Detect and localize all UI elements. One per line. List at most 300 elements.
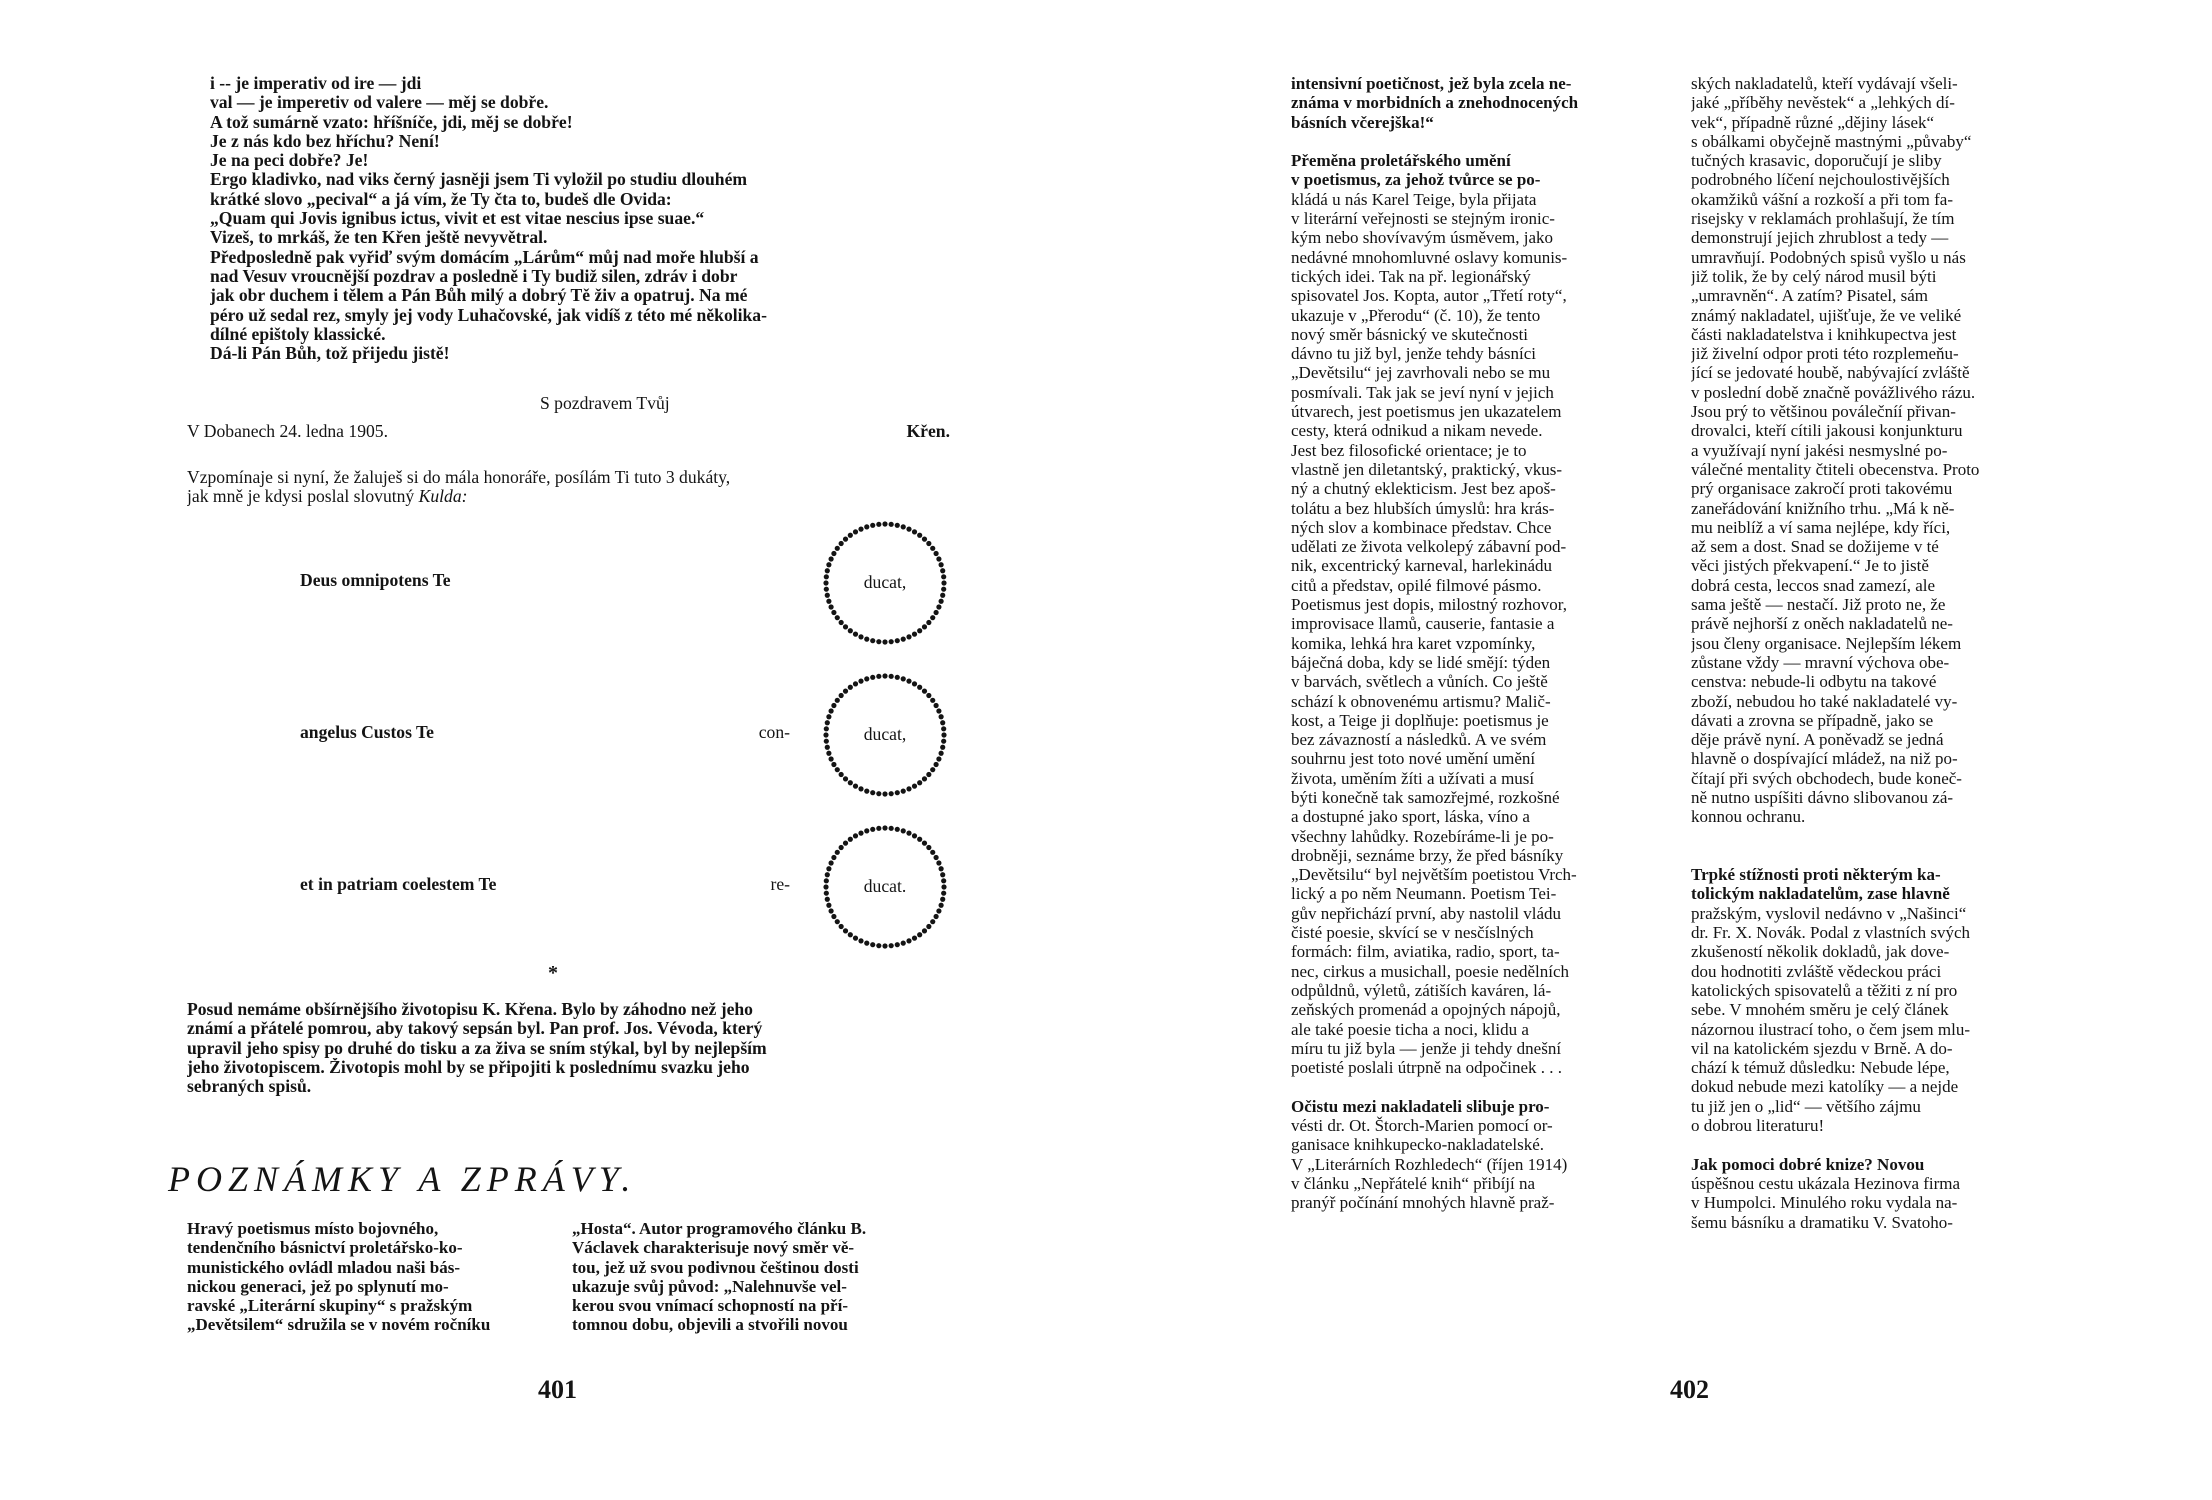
coin-dot [936, 908, 941, 913]
ducat-intro-line: Vzpomínaje si nyní, že žaluješ si do mála honoráře, posílám Ti tuto 3 dukáty, [187, 468, 731, 487]
coin-dot [926, 772, 931, 777]
text-line: drovalci, kteří cítili jakousi konjunkturu [1691, 421, 1963, 441]
text-line: konnou ochranu. [1691, 807, 1806, 827]
coin-dot [939, 714, 944, 719]
text-line: hlavně o dospívající mládež, na niž po- [1691, 749, 1958, 769]
text-line: ale také poesie ticha a noci, klidu a [1291, 1019, 1529, 1039]
text-line: nik, excentrický karneval, harlekinádu [1291, 556, 1553, 576]
coin-dot [901, 676, 906, 681]
coin-dot [901, 941, 906, 946]
coin-dot [930, 546, 935, 551]
coin-dot [934, 551, 939, 556]
coin-dot [829, 604, 834, 609]
text-line [1291, 132, 1671, 151]
text-line: Hravý poetismus místo bojovného, [187, 1219, 439, 1238]
text-line: šemu básníku a dramatiku V. Svatoho- [1691, 1212, 1953, 1232]
coin-dot [882, 943, 887, 948]
coin-dot [941, 726, 946, 731]
coin-dot [939, 562, 944, 567]
page-number: 401 [538, 1375, 577, 1404]
text-line: v článku „Nepřátelé knih“ přibíjí na [1291, 1173, 1536, 1193]
coin-dot [930, 850, 935, 855]
text-line: munistického ovládl mladou naši bás- [187, 1257, 461, 1277]
text-line: báječná doba, kdy se lidé smějí: týden [1291, 652, 1551, 672]
coin-dot [835, 615, 840, 620]
text-line: upravil jeho spisy po druhé do tisku a za živa se sním stýkal, byl by nejlepším [187, 1038, 767, 1058]
coin-dot [870, 675, 875, 680]
coin-dot [825, 897, 830, 902]
coin-dot [912, 681, 917, 686]
text-line: Je na peci dobře? Je! [210, 151, 369, 171]
text-line: čítají při svých obchodech, bude koneč- [1691, 768, 1962, 788]
text-line: básních včerejška!“ [1291, 112, 1434, 132]
text-line: katolických spisovatelů a těžiti z ní pro [1691, 980, 1958, 1000]
text-line: zaneřádování knižního trhu. „Má k ně- [1691, 498, 1955, 518]
text-line: nec, cirkus a musichall, poesie nedělních [1291, 961, 1570, 981]
coin-dot [831, 914, 836, 919]
text-line: býti konečně tak samozřejmé, rozkošné [1291, 787, 1560, 807]
coin-dot [848, 685, 853, 690]
coin-dot [895, 523, 900, 528]
coin-dot [831, 610, 836, 615]
text-line: názornou ilustrací toho, o čem jsem mlu- [1691, 1019, 1971, 1039]
text-line: sebe. V mnohém směru je celý článek [1691, 1000, 1949, 1020]
coin-dot [926, 924, 931, 929]
coin-dot [858, 786, 863, 791]
text-line: ně nutno uspíšiti dávno slibovanou zá- [1691, 787, 1954, 807]
coin-dot [826, 751, 831, 756]
biography-paragraph [187, 1000, 952, 1096]
coin-dot [843, 537, 848, 542]
coin-dot [936, 756, 941, 761]
coin-dot [835, 919, 840, 924]
coin-dot [858, 634, 863, 639]
coin-dot [823, 884, 828, 889]
section-asterisk: * [548, 962, 558, 984]
coin-dot [934, 914, 939, 919]
coin-dot [930, 615, 935, 620]
text-line: tučných krasavic, doporučují je sliby [1691, 151, 1942, 171]
text-line: dr. Fr. X. Novák. Podal z vlastních svých [1691, 923, 1971, 943]
coin-dot [831, 855, 836, 860]
left-column-2 [572, 1219, 952, 1335]
text-line [1691, 827, 2067, 846]
coin-dot [882, 673, 887, 678]
place-date: V Dobanech 24. ledna 1905. [187, 422, 388, 441]
coin-dot [889, 791, 894, 796]
text-line: Posud nemáme obšírnějšího životopisu K. Křena. Bylo by záhodno než jeho [187, 1000, 753, 1019]
ducat-intro [187, 468, 952, 507]
coin-dot [882, 791, 887, 796]
coin-dot [895, 942, 900, 947]
coin-dot [912, 632, 917, 637]
coin-dot [889, 639, 894, 644]
coin-dot [864, 828, 869, 833]
text-line: vek“, případně různé „dějiny lásek“ [1691, 112, 1935, 132]
coin-dot [825, 593, 830, 598]
letter-text [210, 74, 950, 363]
intro-text: jak mně je kdysi poslal slovutný [187, 487, 419, 507]
text-line: Ergo kladivko, nad viks černý jasněji jsem Ti vyložil po studiu dlouhém [210, 170, 748, 190]
coin-dot [926, 693, 931, 698]
coin-dot [926, 541, 931, 546]
coin-dot [917, 932, 922, 937]
text-line: zůstane vždy — mravní výchova obe- [1691, 652, 1950, 672]
coin-dot [826, 599, 831, 604]
text-line: tolickým nakladatelům, zase hlavně [1691, 884, 1950, 904]
coin-dot [922, 841, 927, 846]
coin-dot [917, 628, 922, 633]
coin-dot [876, 791, 881, 796]
coin-dot [940, 593, 945, 598]
coin-dot [901, 828, 906, 833]
text-line: cesty, která odnikud a nikam nevede. [1291, 421, 1543, 441]
coin-dot [843, 689, 848, 694]
coin-dot [922, 689, 927, 694]
coin-dot [922, 624, 927, 629]
coin-dot [941, 580, 946, 585]
text-line: ný a chutný eklekticism. Jest bez apoš- [1291, 479, 1556, 499]
text-line: vlastně jen diletantský, praktický, vkus- [1291, 459, 1562, 479]
text-line: tických idei. Tak na př. legionářský [1291, 266, 1531, 286]
text-line: mu neiblíž a ví sama nejlépe, kdy říci, [1691, 517, 1951, 537]
ducat-intro-line [187, 487, 952, 506]
text-line: A tož sumárně vzato: hříšníče, jdi, měj se dobře! [210, 112, 573, 132]
coin-dot [843, 624, 848, 629]
text-line: věci jistých překvapení.“ Je to jistě [1691, 556, 1929, 576]
text-line: dávno tu již byl, jenže tehdy básníci [1291, 344, 1537, 364]
coin-dot [889, 522, 894, 527]
text-line: V „Literárních Rozhledech“ (říjen 1914) [1291, 1154, 1568, 1174]
coin-dot [826, 562, 831, 567]
coin-dot [824, 878, 829, 883]
text-line: jeho životopiscem. Životopis mohl by se připojiti k poslednímu svazku jeho [187, 1057, 750, 1077]
text-line: posmívali. Tak jak se jeví nyní v jejich [1291, 382, 1554, 402]
coin-dot [839, 693, 844, 698]
coin-dot [835, 546, 840, 551]
text-line: Jsou prý to většinou poválečníí přivan- [1691, 402, 1956, 422]
text-line: „umravněn“. A zatím? Pisatel, sám [1691, 286, 1928, 306]
text-line: nový směr básnický ve skutečnosti [1291, 324, 1529, 344]
coin-dot [917, 780, 922, 785]
coin-dot [853, 632, 858, 637]
text-line: val — je imperetiv od valere — měj se dobře. [210, 93, 549, 113]
coin-dot [939, 751, 944, 756]
text-line: vil na katolickém sjezdu v Brně. A do- [1691, 1038, 1953, 1058]
text-line: v Humpolci. Minulého roku vydala na- [1691, 1193, 1958, 1213]
ducat-phrase: angelus Custos Te [300, 722, 434, 742]
text-line: zboží, nebudou ho také nakladatelé vy- [1691, 691, 1958, 711]
coin-dot [839, 620, 844, 625]
coin-dot [936, 708, 941, 713]
ducat-prefix: re- [770, 874, 790, 894]
coin-dot [831, 703, 836, 708]
coin-dot [930, 919, 935, 924]
text-line: tou, jež už svou podivnou češtinou dosti [572, 1257, 859, 1277]
coin-dot [941, 587, 946, 592]
coin-dot [906, 679, 911, 684]
text-line: a využívají nyní jakési nesmyslné po- [1691, 440, 1948, 460]
text-line: dobrá cesta, leccos snad zamezí, ale [1691, 575, 1936, 595]
coin-dot [870, 523, 875, 528]
text-line: válečné mentality čtiteli obecenstva. Proto [1691, 459, 1980, 479]
text-line: dílné epištoly klassické. [210, 324, 386, 344]
coin-dot [906, 527, 911, 532]
coin-dot [823, 580, 828, 585]
coin-dot [826, 714, 831, 719]
text-line: „Quam qui Jovis ignibus ictus, vivit et est vitae nescius ipse suae.“ [210, 209, 705, 229]
text-line: sama ještě — nestačí. Již proto ne, že [1691, 595, 1946, 615]
text-line: Předposledně pak vyřiď svým domácím „Lárům“ můj nad moře hlubší a [210, 247, 759, 267]
coin-dot [824, 726, 829, 731]
ducat-word: ducat, [863, 572, 907, 592]
text-line: dokud nebude mezi katolíky — a nejde [1691, 1077, 1959, 1097]
text-line: prý organisace zakročí proti takovému [1691, 479, 1953, 499]
coin-dot [843, 841, 848, 846]
text-line: lický a po něm Neumann. Poetism Tei- [1291, 884, 1557, 904]
coin-dot [941, 891, 946, 896]
coin-dot [824, 891, 829, 896]
text-line: improvisace llamů, causerie, fantasie a [1291, 614, 1555, 634]
text-line: tolátu a bez hlubších úmyslů: hra krás- [1291, 498, 1555, 518]
coin-dot [858, 831, 863, 836]
coin-dot [934, 762, 939, 767]
coin-dot [848, 932, 853, 937]
coin-dot [870, 827, 875, 832]
text-line: míru tu již byla — jenže ji tehdy dnešní [1291, 1038, 1562, 1058]
text-line: „Devětsilu“ jej zavrhovali nebo se mu [1291, 363, 1551, 383]
text-line: „Devětsilu“ byl největším poetistou Vrch- [1291, 865, 1577, 885]
text-line: kerou svou vnímací schopností na pří- [572, 1296, 848, 1316]
coin-dot [901, 789, 906, 794]
text-line: ganisace knihkupecko-nakladatelské. [1291, 1135, 1545, 1155]
text-line: s obálkami obyčejně mastnými „půvaby“ [1691, 131, 1972, 151]
coin-dot [864, 637, 869, 642]
kulda-name: Kulda: [418, 487, 468, 507]
text-line: Trpké stížnosti proti některým ka- [1691, 865, 1941, 885]
text-line: v barvách, světlech a vůních. Co ještě [1291, 672, 1548, 692]
coin-dot [876, 943, 881, 948]
coin-dot [843, 928, 848, 933]
text-line: kost, a Teige ji doplňuje: poetismus je [1291, 710, 1549, 730]
text-line: Vizeš, to mrkáš, že ten Křen ještě nevyvětral. [210, 228, 548, 248]
coin-dot [835, 850, 840, 855]
coin-dot [940, 568, 945, 573]
coin-dot [906, 634, 911, 639]
text-line: jak obr duchem i tělem a Pán Bůh milý a dobrý Tě živ a opatruj. Na mé [210, 286, 748, 306]
coin-dot [848, 837, 853, 842]
coin-dot [829, 708, 834, 713]
text-line: gův nepřichází první, aby nastolil vládu [1291, 903, 1562, 923]
ducat-phrase: et in patriam coelestem Te [300, 874, 497, 894]
text-line: komika, lehká hra karet vzpomínky, [1291, 633, 1536, 653]
coin-dot [940, 745, 945, 750]
coin-dot [940, 872, 945, 877]
text-line: nickou generaci, jež po splynutí mo- [187, 1276, 449, 1296]
text-line: pranýř počínání mnohých hlavně praž- [1291, 1193, 1555, 1213]
coin-dot [940, 897, 945, 902]
text-line: ských nakladatelů, kteří vydávají všeli- [1691, 74, 1958, 93]
coin-dot [930, 698, 935, 703]
text-line: péro už sedal rez, smyly jej vody Luhačovské, jak vidíš z této mé několika- [210, 305, 767, 325]
text-line: dou hodnotiti zvláště vědeckou práci [1691, 961, 1942, 981]
coin-dot [882, 825, 887, 830]
coin-dot [941, 574, 946, 579]
coin-dot [912, 784, 917, 789]
coin-dot [906, 786, 911, 791]
coin-dot [912, 833, 917, 838]
coin-dot [835, 767, 840, 772]
text-line: v poetismus, za jehož tvůrce se po- [1291, 170, 1541, 190]
coin-dot [917, 533, 922, 538]
text-line: o dobrou literaturu! [1691, 1116, 1825, 1136]
coin-dot [936, 860, 941, 865]
text-line: tu již jen o „lid“ — většího zájmu [1691, 1096, 1921, 1116]
text-line: zkušeností několik dokladů, jak dove- [1691, 942, 1950, 962]
text-line: censtva: nebude-li odbytu na takové [1691, 672, 1937, 692]
text-line: děje právě nyní. A poněvadž se jedná [1691, 730, 1944, 750]
coin-dot [824, 574, 829, 579]
text-line: Poetismus jest dopis, milostný rozhovor, [1291, 595, 1568, 615]
coin-dot [889, 674, 894, 679]
coin-dot [848, 628, 853, 633]
ducat-row [0, 670, 1106, 800]
text-line: zeňských promenád a opojných nápojů, [1291, 1000, 1561, 1020]
coin-dot [864, 789, 869, 794]
coin-dot [858, 527, 863, 532]
coin-dot [917, 685, 922, 690]
text-line: nad Vesuv vroucnější pozdrav a posledně i Ty budiž silen, zdráv i dobr [210, 266, 738, 286]
coin-dot [843, 776, 848, 781]
text-line: úspěšnou cestu ukázala Hezinova firma [1691, 1173, 1961, 1193]
coin-dot [926, 620, 931, 625]
text-line: risejsky v reklamách prohlašují, že tím [1691, 209, 1955, 229]
text-line: Je z nás kdo bez hříchu? Není! [210, 131, 440, 151]
coin-dot [826, 903, 831, 908]
text-line: Jest bez filosofické orientace; je to [1291, 440, 1527, 460]
coin-dot [941, 878, 946, 883]
coin-dot [922, 928, 927, 933]
text-line [1291, 1077, 1671, 1096]
coin-dot [870, 790, 875, 795]
section-title: POZNÁMKY A ZPRÁVY. [168, 1159, 637, 1199]
coin-dot [829, 556, 834, 561]
text-line: souhrnu jest toto nové umění umění [1291, 749, 1536, 769]
text-line: formách: film, aviatika, radio, sport, ta- [1291, 942, 1560, 962]
date-signature-line [187, 422, 950, 441]
signature: Křen. [906, 422, 950, 441]
right-column-1 [1291, 74, 1671, 1213]
coin-dot [839, 772, 844, 777]
coin-dot [901, 637, 906, 642]
coin-dot [870, 638, 875, 643]
coin-dot [906, 831, 911, 836]
text-line: známý nakladatel, ujišťuje, že ve veliké [1691, 305, 1962, 325]
text-line: poetisté poslali útrpně na odpočinek . . . [1291, 1058, 1562, 1078]
coin-dot [876, 522, 881, 527]
coin-dot [848, 780, 853, 785]
coin-dot [889, 943, 894, 948]
text-line: Přeměna proletářského umění [1291, 151, 1511, 171]
coin-dot [824, 739, 829, 744]
text-line: všechny lahůdky. Rozebíráme-li je po- [1291, 826, 1554, 846]
text-line: schází k obnovenému artismu? Malič- [1291, 691, 1551, 711]
text-line: již živelní odpor proti této rozplemeňu- [1691, 344, 1959, 364]
coin-dot [895, 827, 900, 832]
text-line: Václavek charakterisuje nový směr vě- [572, 1238, 855, 1258]
coin-dot [864, 941, 869, 946]
text-line: udělati ze života velkolepý zábavní pod- [1291, 537, 1567, 557]
text-line: odpůldnů, výletů, zátiších kaváren, lá- [1291, 980, 1552, 1000]
coin-dot [906, 938, 911, 943]
coin-dot [934, 855, 939, 860]
coin-dot [939, 599, 944, 604]
coin-dot [917, 837, 922, 842]
coin-dot [826, 866, 831, 871]
text-line: bez závazností a následků. A ve svém [1291, 730, 1547, 750]
text-line: krátké slovo „pecival“ a já vím, že Ty čta to, budeš dle Ovida: [210, 189, 672, 209]
left-column-1 [187, 1219, 563, 1335]
text-line: intensivní poetičnost, jež byla zcela ne- [1291, 74, 1572, 93]
coin-dot [853, 833, 858, 838]
coin-dot [882, 521, 887, 526]
coin-dot [876, 826, 881, 831]
coin-dot [829, 756, 834, 761]
text-line: až sem a dost. Snad se dožijeme v té [1691, 537, 1939, 557]
text-line: „Devětsilem“ sdružila se v novém ročníku [187, 1315, 491, 1335]
coin-dot [839, 541, 844, 546]
text-line: známa v morbidních a znehodnocených [1291, 93, 1579, 113]
text-line: jsou členy organisace. Nejlepším lékem [1691, 633, 1962, 653]
text-line: chází k témuž důsledku: Nebude lépe, [1691, 1058, 1950, 1078]
coin-dot [939, 866, 944, 871]
text-line: části nakladatelstva i knihkupectva jest [1691, 324, 1957, 344]
coin-dot [858, 938, 863, 943]
coin-dot [829, 908, 834, 913]
coin-dot [930, 767, 935, 772]
coin-dot [882, 639, 887, 644]
coin-dot [853, 681, 858, 686]
coin-dot [926, 845, 931, 850]
coin-dot [835, 698, 840, 703]
text-line: ných slov a kombinace představ. Chce [1291, 517, 1552, 537]
text-line: života, uměním žíti a užívati a musí [1291, 768, 1535, 788]
text-line: v literární veřejnosti se stejným ironic- [1291, 209, 1555, 229]
coin-dot [941, 732, 946, 737]
text-line: ravské „Literární skupiny“ s pražským [187, 1296, 473, 1316]
ducat-phrase: Deus omnipotens Te [300, 570, 451, 590]
coin-dot [895, 638, 900, 643]
text-line: známí a přátelé pomrou, aby takový sepsán byl. Pan prof. Jos. Vévoda, který [187, 1019, 763, 1039]
text-line: Očistu mezi nakladateli slibuje pro- [1291, 1096, 1550, 1116]
text-line: v poslední době značně povážlivého rázu. [1691, 382, 1976, 402]
text-line: nedávné mnohomluvné oslavy komunis- [1291, 247, 1568, 267]
coin-dot [940, 720, 945, 725]
text-line: pražským, vyslovil nedávno v „Našinci“ [1691, 903, 1967, 923]
coin-dot [831, 551, 836, 556]
text-line: útvarech, jest poetismus jen ukazatelem [1291, 402, 1562, 422]
text-line: umravňují. Podobných spisů vyšlo u nás [1691, 247, 1966, 267]
text-line: již tolik, že by celý národ musil býti [1691, 266, 1937, 286]
coin-dot [824, 587, 829, 592]
coin-dot [936, 604, 941, 609]
coin-dot [829, 860, 834, 865]
coin-dot [858, 679, 863, 684]
text-line: tomnou dobu, objevili a stvořili novou [572, 1315, 848, 1335]
text-line: jaké „příběhy nevěstek“ a „lehkých dí- [1691, 93, 1955, 113]
right-column-2 [1691, 74, 2067, 1232]
coin-dot [901, 524, 906, 529]
